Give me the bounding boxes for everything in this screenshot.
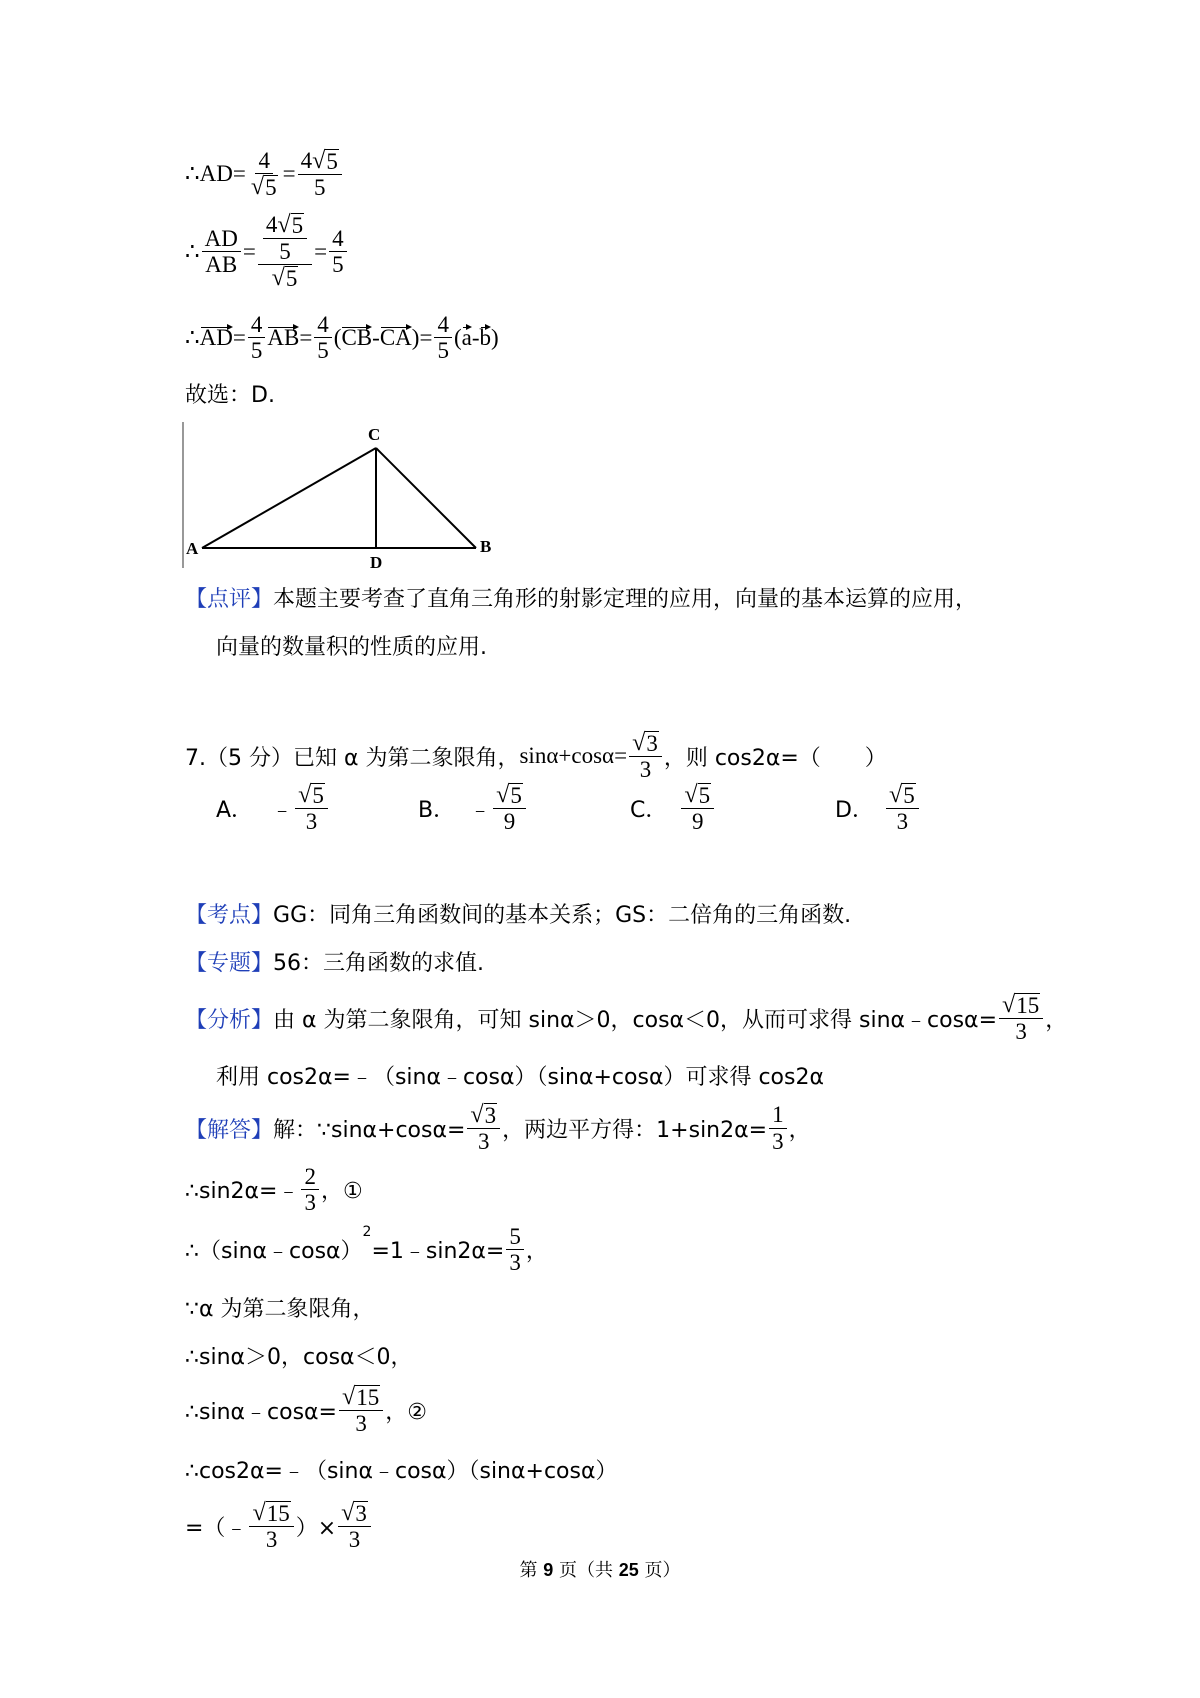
radicand: 5 [265, 175, 277, 201]
ad-label: AD= [199, 161, 246, 187]
alpha: α [546, 743, 559, 769]
denominator: 5 [332, 252, 344, 278]
paren: ) [411, 324, 420, 350]
sqrt: √ 5 [277, 211, 304, 238]
text: =1﹣sin2α= [371, 1239, 505, 1265]
paren: ( [453, 324, 462, 350]
triangle-figure [180, 420, 510, 570]
coefficient: 4 [265, 212, 278, 237]
option-label: B． [418, 797, 456, 823]
jieda-line-2 [185, 1164, 363, 1216]
denominator: 5 [250, 338, 263, 364]
footer-text: 页（共 [553, 1560, 619, 1581]
text: ）× [295, 1515, 337, 1541]
kaodian-text: GG：同角三角函数间的基本关系；GS：二倍角的三角函数. [273, 903, 852, 928]
vector-a: a [461, 324, 472, 350]
sin-text: sin [519, 743, 547, 769]
sqrt: √ 5 [298, 781, 324, 808]
sign: ﹣ [469, 797, 492, 823]
jieda-tag: 【解答】 [185, 1117, 274, 1143]
fenxi-text: 由 α 为第二象限角，可知 sinα＞0，cosα＜0，从而可求得 sinα﹣cosα= [273, 1007, 997, 1033]
denominator: 3 [265, 1527, 278, 1553]
fraction [493, 782, 526, 834]
zhuanti-tag: 【专题】 [185, 951, 274, 976]
equals-sign: = [242, 238, 256, 264]
fenxi-line-2: 利用 cos2α=﹣（sinα﹣cosα）（sinα+cosα）可求得 cos2α [216, 1065, 824, 1090]
radicand: 5 [510, 783, 522, 808]
denominator: 3 [1015, 1019, 1027, 1045]
option-d[interactable] [835, 782, 921, 834]
fraction [467, 1102, 500, 1154]
side-ac [202, 448, 376, 548]
sqrt: √ 5 [250, 173, 277, 201]
jieda-line-8 [185, 1500, 373, 1552]
sqrt: √ 3 [632, 729, 658, 756]
sqrt: √ 3 [341, 1499, 367, 1526]
fraction [248, 312, 266, 364]
option-b[interactable] [418, 782, 528, 834]
zhuanti-text: 56：三角函数的求值. [273, 951, 485, 976]
comment-line-1 [185, 582, 977, 613]
radicand: 3 [646, 731, 658, 756]
numerator: AD [202, 226, 241, 252]
equals-sign: = [314, 238, 328, 264]
fraction [506, 1224, 524, 1276]
sqrt: √ 5 [271, 264, 298, 292]
denominator: 5 [279, 239, 291, 265]
sqrt: √ 5 [496, 781, 522, 808]
page-number: 9 [543, 1560, 554, 1580]
jieda-line-5: ∴sinα＞0，cosα＜0， [185, 1345, 413, 1370]
sqrt: √ 5 [684, 781, 711, 808]
fraction [434, 312, 452, 364]
sqrt: √ 3 [470, 1101, 497, 1128]
text: 解：∵sinα+cosα= [273, 1117, 466, 1143]
fraction [629, 730, 662, 782]
vector-ca: CA [379, 324, 412, 350]
denominator: 3 [639, 757, 652, 783]
radicand: 3 [484, 1103, 497, 1128]
plus-cos-text: +cos [558, 743, 603, 769]
fraction [301, 1164, 319, 1216]
condition-expression [519, 730, 663, 782]
numerator: 4 [434, 312, 452, 338]
radicand: 15 [266, 1501, 290, 1526]
kaodian-line [185, 898, 851, 929]
kaodian-tag: 【考点】 [185, 903, 274, 928]
side-cb [376, 448, 476, 548]
comment-line-2: 向量的数量积的性质的应用. [216, 635, 487, 660]
fraction [202, 226, 241, 278]
zhuanti-line [185, 946, 484, 977]
fraction [338, 1500, 371, 1552]
radicand: 3 [355, 1501, 367, 1526]
footer-text: 页） [638, 1560, 681, 1581]
denominator: 3 [305, 809, 318, 835]
question-7-stem [185, 730, 887, 782]
jieda-line-4: ∵α 为第二象限角， [185, 1297, 375, 1322]
denominator: 3 [896, 809, 909, 835]
fraction [886, 782, 919, 834]
jieda-line-7: ∴cos2α=﹣（sinα﹣cosα）（sinα+cosα） [185, 1459, 618, 1484]
denominator: 3 [478, 1129, 490, 1155]
radicand: 5 [903, 783, 915, 808]
vector-cb: CB [341, 324, 373, 350]
comment-tag: 【点评】 [185, 587, 274, 612]
option-label: C． [630, 797, 668, 823]
denominator: 9 [503, 809, 516, 835]
radicand: 15 [356, 1385, 380, 1410]
jieda-line-3 [185, 1224, 548, 1276]
denominator: 9 [692, 809, 704, 835]
label-c: C [368, 425, 381, 444]
jieda-line-6 [185, 1384, 427, 1436]
option-c[interactable] [630, 782, 716, 834]
sqrt: √ 15 [252, 1499, 290, 1526]
punctuation: ， [788, 1117, 811, 1143]
denominator: 3 [355, 1411, 367, 1437]
fraction [298, 148, 342, 200]
question-number: 7.（5 分）已知 α 为第二象限角， [185, 745, 520, 771]
exponent: 2 [362, 1224, 372, 1240]
therefore-symbol: ∴ [185, 161, 200, 187]
numerator: 4 [248, 312, 266, 338]
compound-fraction [258, 212, 312, 292]
answer-choice: 故选：D. [185, 383, 275, 408]
text: ，② [385, 1399, 427, 1425]
fraction [249, 1500, 293, 1552]
ratio-equation [185, 212, 349, 292]
text: ∴（sinα﹣cosα） [185, 1239, 363, 1265]
fraction [295, 782, 328, 834]
fenxi-tag: 【分析】 [185, 1007, 274, 1033]
footer-text: 第 [519, 1560, 544, 1581]
alpha: α [602, 743, 615, 769]
radicand: 5 [312, 783, 324, 808]
paren: ( [333, 324, 342, 350]
option-label: A． [216, 797, 254, 823]
ad-equation [185, 148, 344, 200]
fraction [769, 1102, 787, 1154]
therefore-symbol: ∴ [185, 238, 200, 264]
label-b: B [480, 537, 492, 556]
denominator: 5 [313, 175, 326, 201]
sqrt: √ 5 [312, 147, 338, 174]
fraction [681, 782, 714, 834]
fenxi-line-1 [185, 992, 1067, 1044]
vector-b: b [479, 324, 491, 350]
label-d: D [370, 553, 383, 570]
minus-sign: - [471, 324, 480, 350]
sqrt: √ 15 [341, 1383, 380, 1410]
fraction [263, 212, 307, 264]
option-label: D． [835, 797, 874, 823]
denominator: 3 [772, 1128, 784, 1154]
denominator: 5 [317, 338, 329, 364]
text: ，两边平方得：1+sin2α= [502, 1117, 768, 1143]
radicand: 5 [285, 266, 298, 292]
fraction [314, 312, 332, 364]
coefficient: 4 [300, 148, 313, 173]
fraction [339, 1384, 383, 1436]
radicand: 5 [326, 149, 338, 174]
paren: ) [491, 324, 499, 350]
question-tail: ，则 cos2α=（ ） [663, 745, 887, 771]
numerator: 4 [329, 226, 347, 252]
vector-ad: AD [199, 324, 233, 350]
fraction [999, 992, 1043, 1044]
total-pages: 25 [618, 1560, 639, 1580]
denominator: AB [205, 252, 238, 278]
fraction [329, 226, 347, 278]
denominator: 3 [348, 1527, 361, 1553]
radicand: 5 [698, 783, 711, 808]
sqrt: √ 15 [1002, 991, 1040, 1018]
radicand: 5 [291, 213, 304, 238]
equals-sign: = [614, 743, 628, 769]
therefore-symbol: ∴ [185, 324, 200, 350]
radicand: 15 [1016, 993, 1040, 1018]
option-a[interactable] [216, 782, 330, 834]
punctuation: ， [525, 1239, 548, 1265]
minus-sign: - [372, 324, 380, 350]
page-footer [0, 1556, 1200, 1582]
equals-sign: = [232, 324, 246, 350]
punctuation: ， [1045, 1007, 1068, 1033]
jieda-line-1 [185, 1102, 811, 1154]
label-a: A [186, 539, 199, 558]
comment-text: 本题主要考查了直角三角形的射影定理的应用，向量的基本运算的应用， [273, 587, 978, 612]
vector-ab: AB [267, 324, 300, 350]
numerator: 2 [301, 1164, 319, 1190]
text: ∴sin2α=﹣ [185, 1179, 300, 1205]
numerator: 4 [314, 312, 332, 338]
numerator: 1 [769, 1102, 787, 1128]
numerator: 4 [255, 148, 273, 174]
text: =（﹣ [185, 1515, 248, 1541]
denominator: 3 [304, 1190, 316, 1216]
text: ，① [320, 1179, 363, 1205]
numerator: 5 [506, 1224, 524, 1250]
text: ∴sinα﹣cosα= [185, 1399, 337, 1425]
equals-sign: = [299, 324, 313, 350]
vector-equation [185, 312, 499, 364]
equals-sign: = [419, 324, 433, 350]
sign: ﹣ [271, 797, 294, 823]
denominator: 5 [437, 338, 449, 364]
sqrt: √ 5 [888, 781, 915, 808]
denominator: 3 [509, 1250, 521, 1276]
equals-sign: = [282, 161, 296, 187]
fraction [248, 148, 281, 200]
